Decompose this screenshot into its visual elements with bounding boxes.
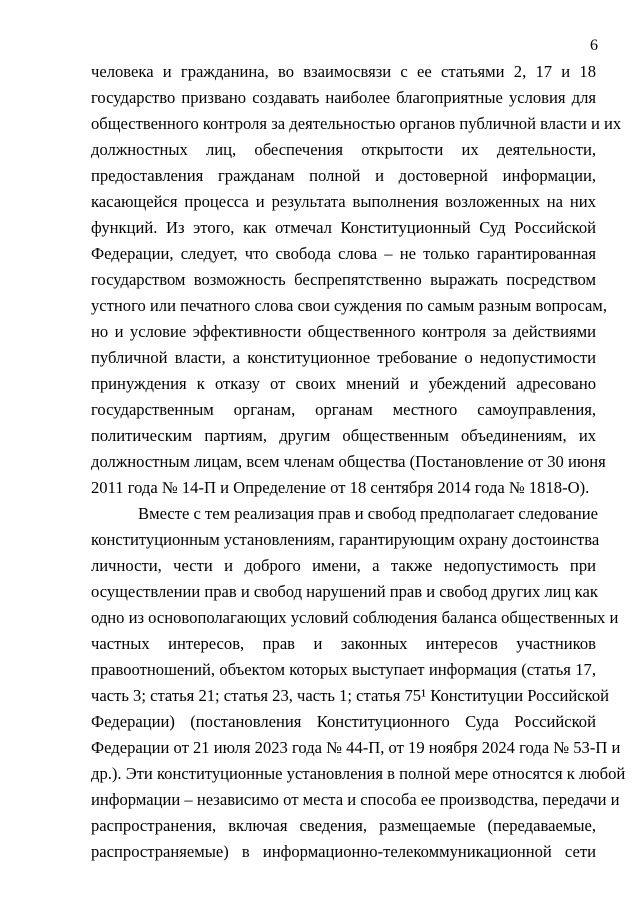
text-line: принуждения к отказу от своих мнений и убеждений адресовано xyxy=(91,374,596,393)
text-line: распространения, включая сведения, размещаемые (передаваемые, xyxy=(91,816,596,835)
paragraph-first-line: Вместе с тем реализация прав и свобод предполагает следование xyxy=(138,504,598,523)
text-line: должностным лицам, всем членам общества (Постановление от 30 июня xyxy=(91,452,606,471)
text-line: личности, чести и доброго имени, а также недопустимость при xyxy=(91,556,596,575)
text-line: Федерации, следует, что свобода слова – не только гарантированная xyxy=(91,244,596,263)
text-line: одно из основополагающих условий соблюдения баланса общественных и xyxy=(91,608,619,627)
text-line: осуществлении прав и свобод нарушений прав и свобод других лиц как xyxy=(91,582,598,601)
text-line: функций. Из этого, как отмечал Конституционный Суд Российской xyxy=(91,218,596,237)
text-line: государственным органам, органам местного самоуправления, xyxy=(91,400,596,419)
text-line: часть 3; статья 21; статья 23, часть 1; статья 75¹ Конституции Российской xyxy=(91,686,610,705)
page-number: 6 xyxy=(590,37,598,54)
text-line: предоставления гражданам полной и достоверной информации, xyxy=(91,166,596,185)
text-line: государством возможность беспрепятственно выражать посредством xyxy=(91,270,596,289)
text-line: др.). Эти конституционные установления в полной мере относятся к любой xyxy=(91,764,626,783)
text-line: конституционным установлениям, гарантирующим охрану достоинства xyxy=(91,530,600,549)
text-line: правоотношений, объектом которых выступает информация (статья 17, xyxy=(91,660,596,679)
text-line: информации – независимо от места и способа ее производства, передачи и xyxy=(91,790,620,809)
text-line: публичной власти, а конституционное требование о недопустимости xyxy=(91,348,596,367)
text-line: общественного контроля за деятельностью органов публичной власти и их xyxy=(91,114,622,133)
text-line: должностных лиц, обеспечения открытости их деятельности, xyxy=(91,140,596,159)
text-line: 2011 года № 14-П и Определение от 18 сентября 2014 года № 1818-О). xyxy=(91,478,590,497)
text-line: касающейся процесса и результата выполнения возложенных на них xyxy=(91,192,596,211)
text-line: Федерации от 21 июля 2023 года № 44-П, от 19 ноября 2024 года № 53-П и xyxy=(91,738,621,757)
text-line: распространяемые) в информационно-телекоммуникационной сети xyxy=(91,842,596,861)
text-line: частных интересов, прав и законных интересов участников xyxy=(91,634,596,653)
text-line: Федерации) (постановления Конституционного Суда Российской xyxy=(91,712,596,731)
text-line: политическим партиям, другим общественным объединениям, их xyxy=(91,426,596,445)
text-line: человека и гражданина, во взаимосвязи с ее статьями 2, 17 и 18 xyxy=(91,62,596,81)
text-line: устного или печатного слова свои суждения по самым разным вопросам, xyxy=(91,296,607,315)
text-line: государство призвано создавать наиболее благоприятные условия для xyxy=(91,88,596,107)
text-line: но и условие эффективности общественного контроля за действиями xyxy=(91,322,596,341)
